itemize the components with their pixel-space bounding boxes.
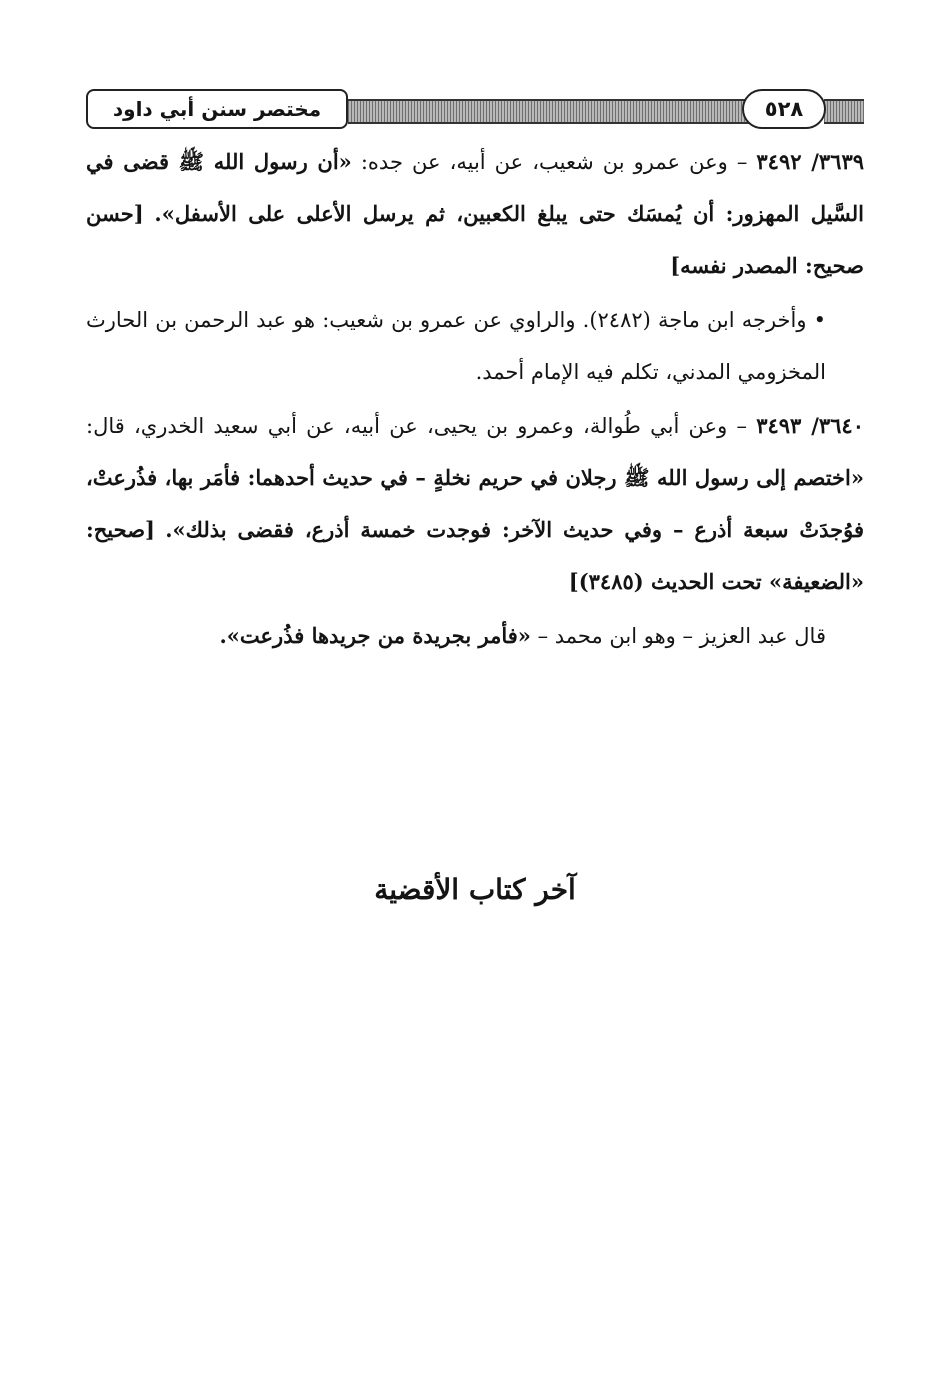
chapter-end-title: آخر كتاب الأقضية — [374, 873, 576, 906]
hadith-grading: [صحيح: «الضعيفة» تحت الحديث (٣٤٨٥)] — [86, 517, 864, 594]
header-ornament-tail — [824, 99, 864, 124]
page-header — [86, 89, 864, 133]
hadith-chain: – وعن أبي طُوالة، وعمرو بن يحيى، عن أبيه، عن أبي سعيد الخدري، قال: — [86, 414, 747, 438]
header-ornament-band — [348, 99, 804, 124]
page-number: ٥٢٨ — [742, 89, 826, 129]
narrator-note — [86, 610, 864, 662]
hadith-3640 — [86, 400, 864, 608]
narrator-lead: قال عبد العزيز – وهو ابن محمد – — [537, 624, 826, 648]
hadith-grading: [حسن صحيح: المصدر نفسه] — [86, 201, 864, 278]
page-body — [86, 136, 864, 664]
hadith-3639 — [86, 136, 864, 292]
hadith-text: «اختصم إلى رسول الله ﷺ رجلان في حريم نخلةٍ – في حديث أحدهما: فأمَر بها، فذُرعتْ، فوُجدَتْ سبعة أذرع – وفي حديث الآخر: فوجدت خمسة أذرع، فقضى بذلك». — [86, 465, 865, 542]
narrator-quote: «فأمر بجريدة من جريدها فذُرعت». — [219, 623, 531, 648]
hadith-number: ٣٦٣٩/ ٣٤٩٢ — [756, 149, 865, 174]
hadith-text: «أن رسول الله ﷺ قضى في السَّيل المهزور: أن يُمسَك حتى يبلغ الكعبين، ثم يرسل الأعلى على الأسفل». — [86, 149, 864, 226]
commentary-note — [86, 294, 864, 398]
book-title: مختصر سنن أبي داود — [86, 89, 348, 129]
hadith-number: ٣٦٤٠/ ٣٤٩٣ — [756, 413, 864, 438]
commentary-text: • وأخرجه ابن ماجة (٢٤٨٢). والراوي عن عمرو بن شعيب: هو عبد الرحمن بن الحارث المخزومي المدني، تكلم فيه الإمام أحمد. — [86, 308, 826, 384]
hadith-chain: – وعن عمرو بن شعيب، عن أبيه، عن جده: — [360, 150, 748, 174]
